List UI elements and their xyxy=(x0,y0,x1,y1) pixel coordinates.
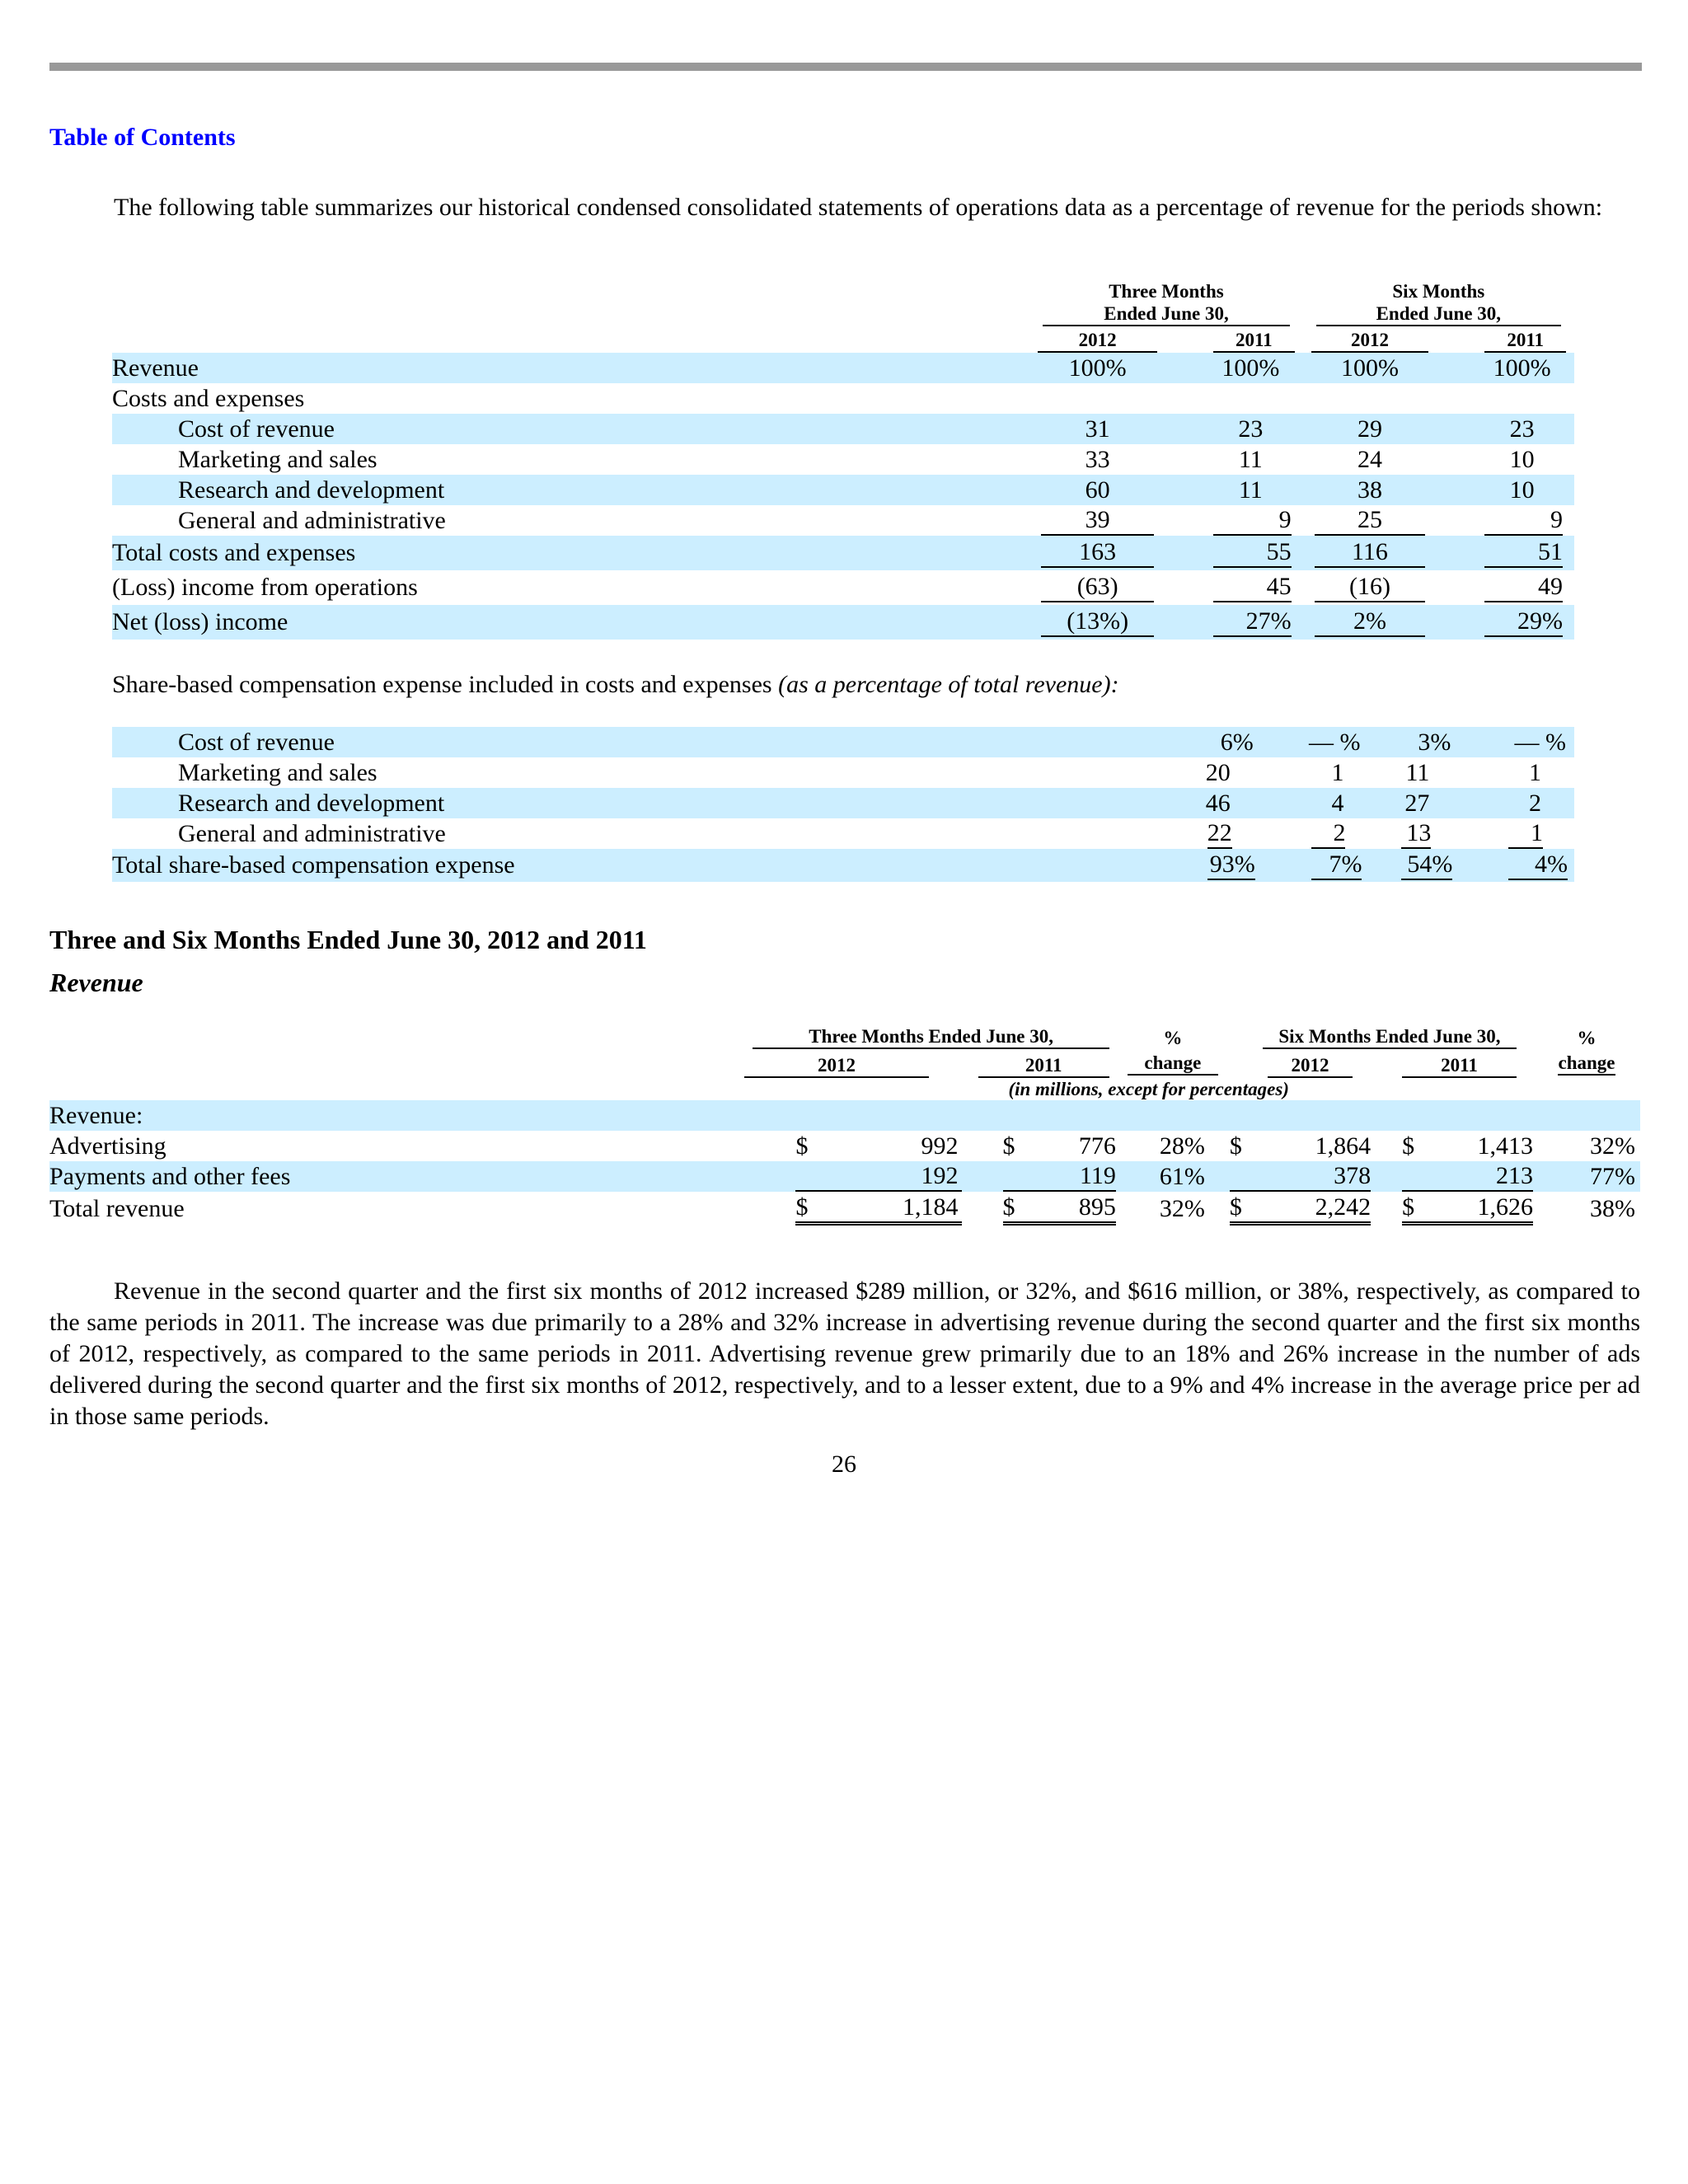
table-row: General and administrative 39 9 25 9 xyxy=(178,505,1563,534)
table-of-contents-link[interactable]: Table of Contents xyxy=(49,124,236,151)
share-based-compensation-table xyxy=(112,727,1574,882)
table-row: General and administrative 22 2 13 1 xyxy=(178,818,1543,847)
table-row: Revenue 100% 100% 100% 100% xyxy=(112,353,1574,383)
table-row: Payments and other fees 192 119 61% 378 213 77% xyxy=(49,1161,1640,1192)
table-row: Cost of revenue 31 23 29 23 xyxy=(112,414,1574,444)
table-row: Advertising $ 992 $ 776 28% $ 1,864 $ 1,413 32% xyxy=(49,1132,1635,1160)
table-row: Net (loss) income (13%) 27% 2% 29% xyxy=(112,605,1574,640)
table-row: Marketing and sales 20 1 11 1 xyxy=(178,758,1541,786)
table-row: Costs and expenses xyxy=(112,384,305,412)
sbc-caption: Share-based compensation expense included in costs and expenses (as a percentage of total revenue): xyxy=(112,671,1119,698)
table-year-row: 2012 2011 2012 2011 xyxy=(112,326,1574,353)
table-row: Research and development 46 4 27 2 xyxy=(112,788,1574,818)
table-row: Cost of revenue 6% — % 3% — % xyxy=(112,727,1574,757)
section-subheading: Revenue xyxy=(49,968,143,997)
table-row: Total share-based compensation expense 93% 7% 54% 4% xyxy=(112,849,1574,882)
table-row: Marketing and sales 33 11 24 10 xyxy=(178,445,1535,473)
table-row: Total revenue $ 1,184 $ 895 32% $ 2,242 $ 1,626 38% xyxy=(49,1192,1640,1226)
table-year-row: 2012 2011 change 2012 2011 change xyxy=(49,1049,1640,1078)
table-row: (Loss) income from operations (63) 45 (16) 49 xyxy=(112,573,1563,601)
table-header-row: Three Months Ended June 30, Six Months Ended June 30, xyxy=(112,280,1574,326)
intro-paragraph: The following table summarizes our historical condensed consolidated statements of operations data as a percentage of revenue for the periods shown: xyxy=(114,194,1603,221)
section-heading: Three and Six Months Ended June 30, 2012 and 2011 xyxy=(49,925,647,954)
operations-percentage-table xyxy=(112,280,1574,640)
top-divider xyxy=(49,63,1642,71)
table-row: Research and development 60 11 38 10 xyxy=(112,475,1574,505)
table-row: Total costs and expenses 163 55 116 51 xyxy=(112,536,1574,570)
revenue-paragraph: Revenue in the second quarter and the first six months of 2012 increased $289 million, or 32%, and $616 million, or 38%, respectively, as compared to the same periods in 2011. The increase was due primarily to a 28% and 32% increase in advertising revenue during the second quarter and the first six months of 2012, respectively, as compared to the same periods in 2011. Advertising revenue grew primarily due to an 18% and 26% increase in the number of ads delivered during the second quarter and the first six months of 2012, respectively, and to a lesser extent, due to a 9% and 4% increase in the average price per ad in those same periods. xyxy=(49,1277,1640,1430)
table-row: Revenue: xyxy=(49,1100,1640,1131)
page-number: 26 xyxy=(832,1451,856,1478)
table-units-row: (in millions, except for percentages) xyxy=(1008,1079,1289,1099)
revenue-table xyxy=(49,1025,1640,1226)
table-header-row: Three Months Ended June 30, % Six Months Ended June 30, % xyxy=(49,1025,1640,1049)
